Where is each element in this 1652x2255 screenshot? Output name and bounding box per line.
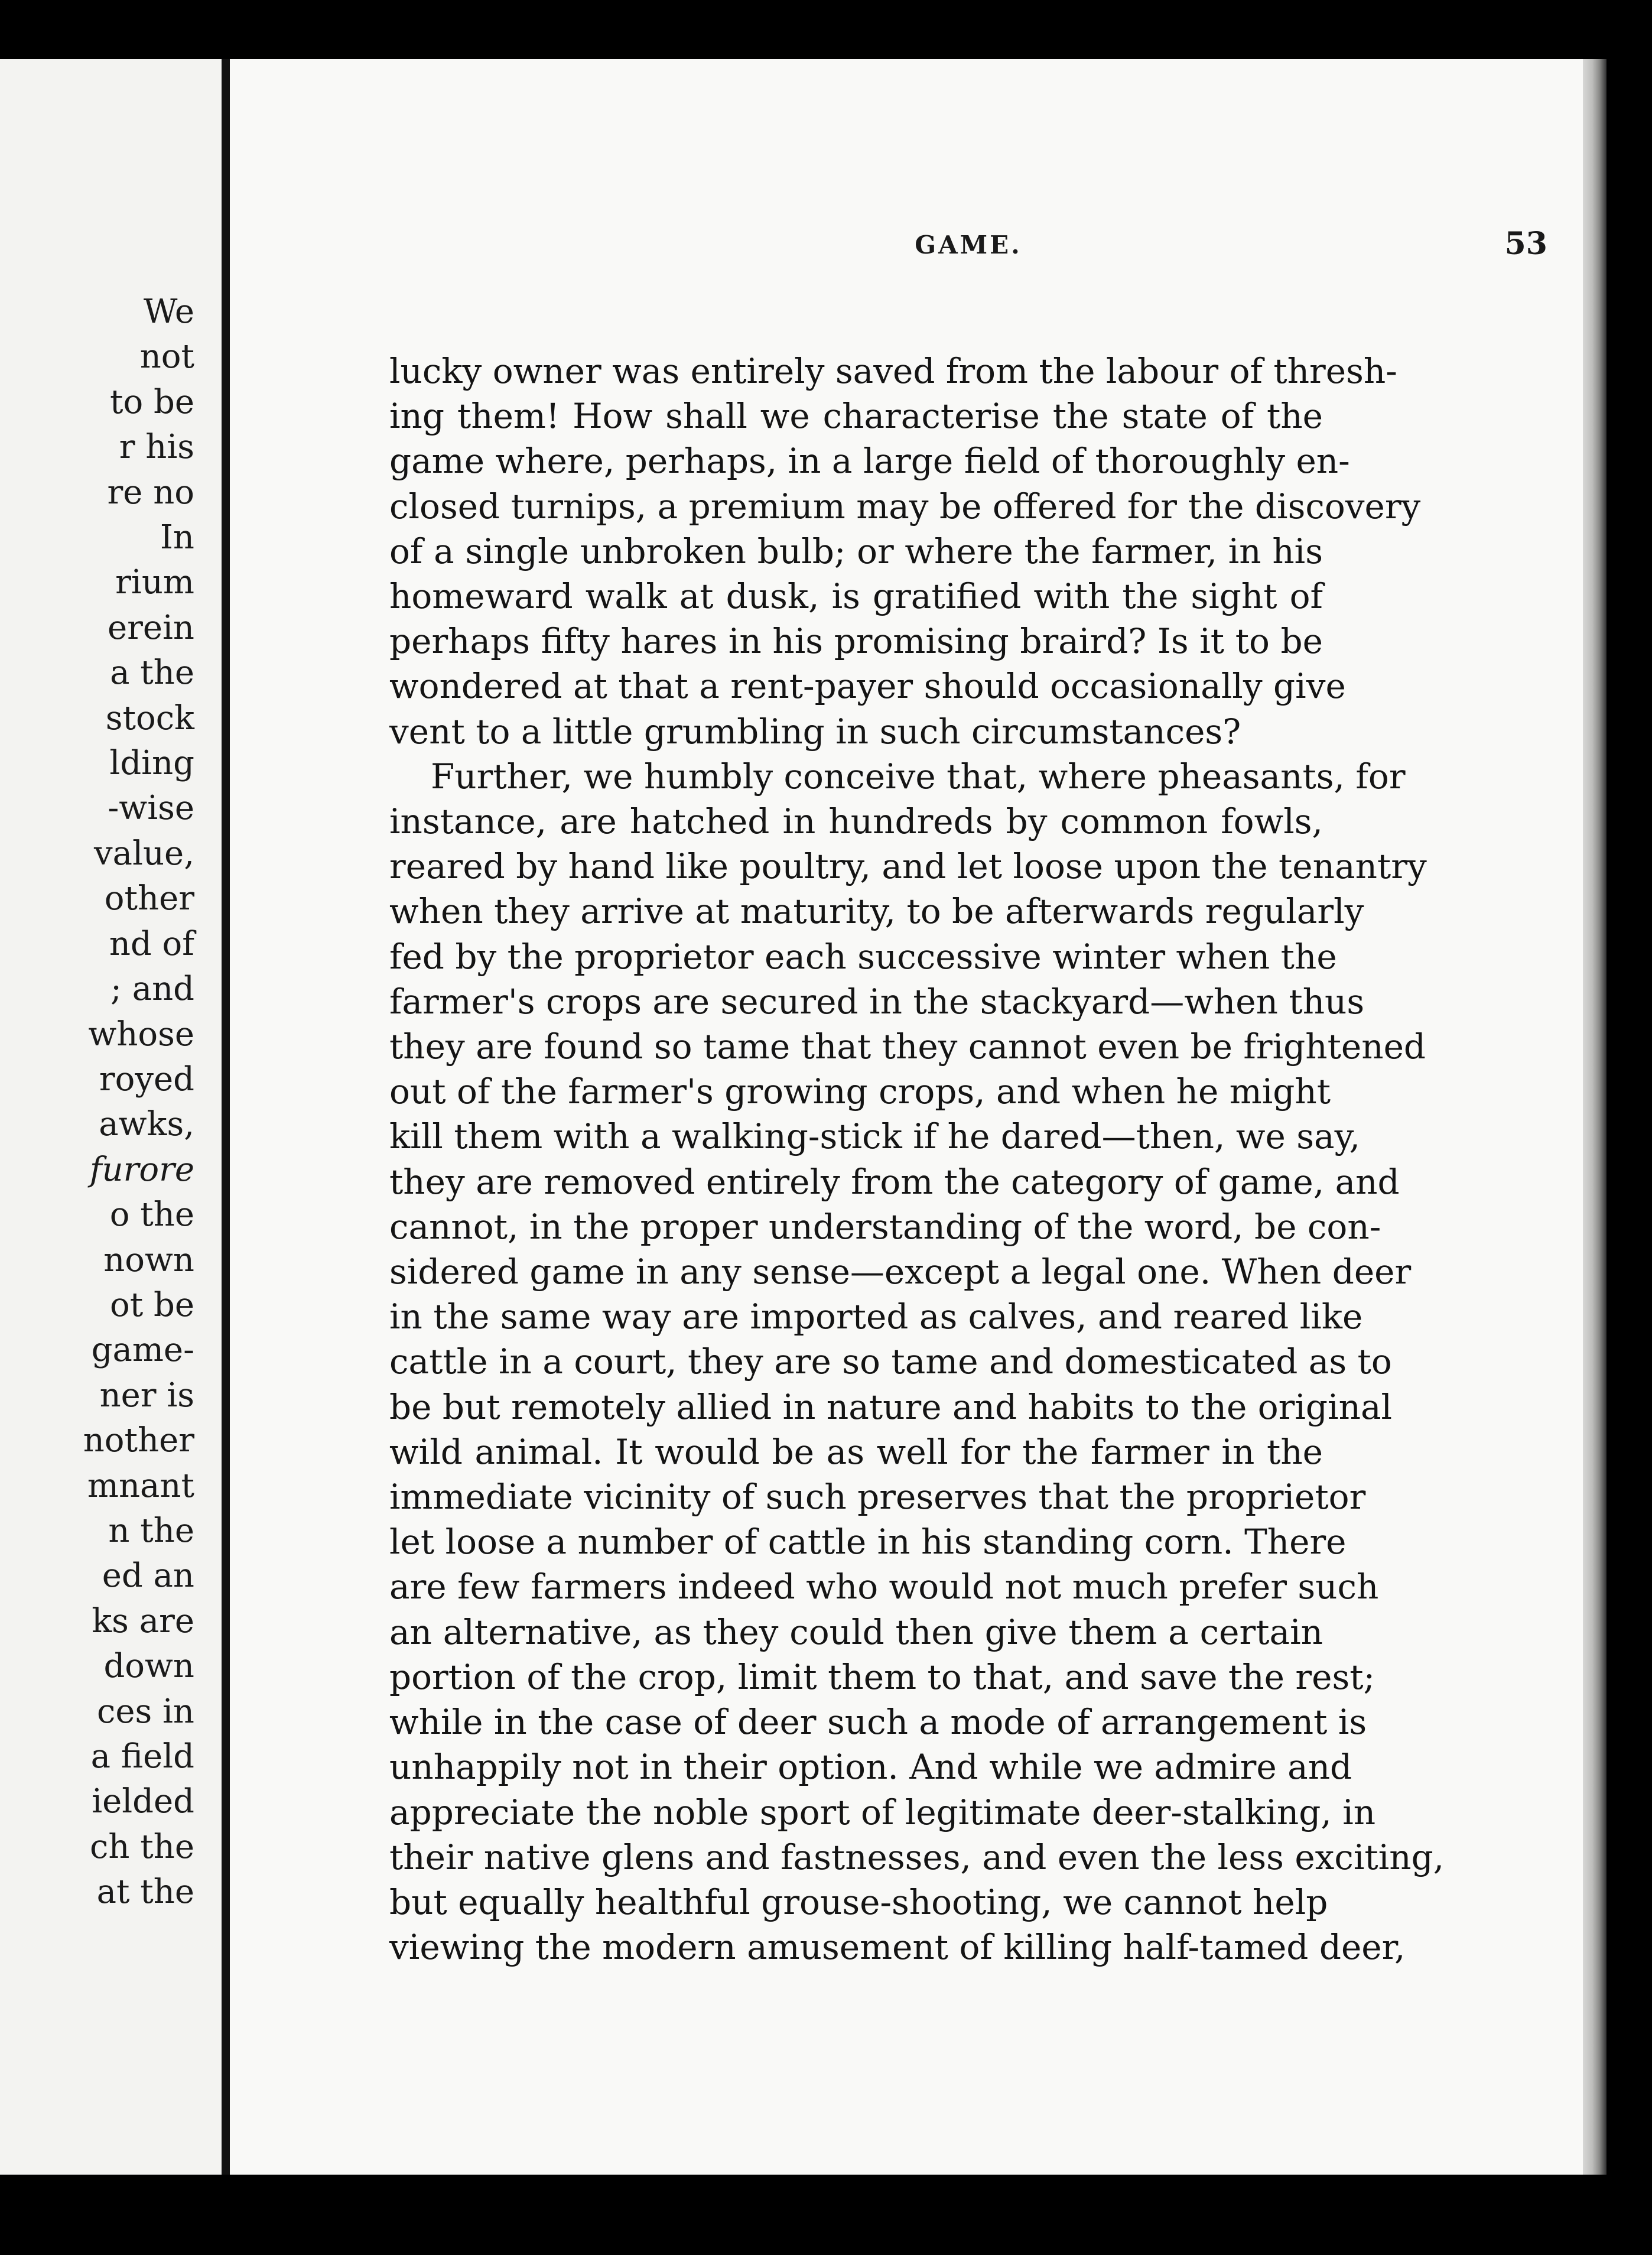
left-line: In xyxy=(160,518,194,557)
left-line: ot be xyxy=(109,1285,194,1324)
text-line: while in the case of deer such a mode of arrangement is xyxy=(389,1702,1367,1743)
left-line: ces in xyxy=(96,1692,194,1731)
left-line: re no xyxy=(107,473,194,512)
text-line: when they arrive at maturity, to be afterwards regularly xyxy=(389,891,1364,932)
left-line: a the xyxy=(110,654,194,693)
page-edge xyxy=(1583,59,1607,2175)
left-line: ielded xyxy=(92,1782,194,1821)
left-line: lding xyxy=(109,744,194,783)
left-line: stock xyxy=(105,698,194,737)
left-line: at the xyxy=(96,1873,194,1912)
right-page xyxy=(230,59,1583,2175)
page-number: 53 xyxy=(1504,226,1547,262)
text-line: they are removed entirely from the category of game, and xyxy=(389,1161,1400,1202)
text-line: out of the farmer's growing crops, and when he might xyxy=(389,1071,1331,1112)
left-line: value, xyxy=(94,834,194,873)
left-line: nd of xyxy=(109,924,194,963)
body-text xyxy=(389,349,1445,1970)
left-line: n the xyxy=(108,1511,194,1550)
left-page xyxy=(0,59,222,2175)
text-line: appreciate the noble sport of legitimate deer-stalking, in xyxy=(389,1792,1376,1832)
text-line: are few farmers indeed who would not much prefer such xyxy=(389,1567,1379,1607)
text-line: their native glens and fastnesses, and even the less exciting, xyxy=(389,1837,1445,1877)
left-line: game- xyxy=(91,1331,194,1370)
text-line: sidered game in any sense—except a legal one. When deer xyxy=(389,1252,1412,1292)
text-line: ing them! How shall we characterise the state of the xyxy=(389,396,1323,437)
left-line: ed an xyxy=(102,1557,194,1596)
left-line: ch the xyxy=(90,1827,194,1866)
text-line: wild animal. It would be as well for the farmer in the xyxy=(389,1431,1323,1472)
text-line: let loose a number of cattle in his standing corn. There xyxy=(389,1522,1347,1562)
text-line: be but remotely allied in nature and habits to the original xyxy=(389,1386,1393,1427)
left-line: royed xyxy=(99,1060,194,1099)
left-line: r his xyxy=(119,428,194,467)
left-line: a field xyxy=(90,1737,194,1776)
text-line: lucky owner was entirely saved from the labour of thresh- xyxy=(389,351,1397,391)
text-line: instance, are hatched in hundreds by common fowls, xyxy=(389,801,1323,842)
text-line: portion of the crop, limit them to that, and save the rest; xyxy=(389,1656,1375,1697)
text-line: farmer's crops are secured in the stackyard—when thus xyxy=(389,981,1365,1022)
left-line: ; and xyxy=(110,970,194,1009)
left-line: down xyxy=(103,1647,194,1686)
text-line: perhaps fifty hares in his promising braird? Is it to be xyxy=(389,621,1323,662)
text-line: wondered at that a rent-payer should occasionally give xyxy=(389,666,1346,707)
left-line: erein xyxy=(107,608,194,647)
text-line: Further, we humbly conceive that, where pheasants, for xyxy=(431,756,1406,797)
left-line: furore xyxy=(89,1150,194,1189)
text-line: game where, perhaps, in a large field of thoroughly en- xyxy=(389,441,1350,482)
left-line: ks are xyxy=(92,1601,194,1640)
book-gutter xyxy=(222,59,230,2175)
left-line: o the xyxy=(109,1195,194,1234)
text-line: but equally healthful grouse-shooting, we cannot help xyxy=(389,1882,1328,1922)
text-line: fed by the proprietor each successive winter when the xyxy=(389,936,1337,977)
text-line: cattle in a court, they are so tame and domesticated as to xyxy=(389,1341,1392,1382)
text-line: unhappily not in their option. And while we admire and xyxy=(389,1747,1352,1788)
left-line: We xyxy=(143,293,194,331)
left-line: to be xyxy=(109,382,194,421)
text-line: they are found so tame that they cannot even be frightened xyxy=(389,1026,1426,1067)
text-line: closed turnips, a premium may be offered for the discovery xyxy=(389,486,1421,527)
left-line: ner is xyxy=(99,1376,194,1415)
left-line: awks, xyxy=(99,1105,194,1144)
left-line: not xyxy=(139,337,194,376)
left-line: -wise xyxy=(108,789,194,828)
left-line: whose xyxy=(88,1015,194,1054)
text-line: kill them with a walking-stick if he dared—then, we say, xyxy=(389,1116,1361,1157)
text-line: viewing the modern amusement of killing half-tamed deer, xyxy=(389,1927,1406,1968)
text-line: reared by hand like poultry, and let loose upon the tenantry xyxy=(389,846,1427,887)
running-title: GAME. xyxy=(915,230,1022,259)
left-line: other xyxy=(104,879,194,918)
left-line: nother xyxy=(83,1421,194,1460)
page-header xyxy=(389,219,1547,266)
text-line: immediate vicinity of such preserves that the proprietor xyxy=(389,1477,1366,1518)
left-page-text-column xyxy=(83,290,194,1915)
text-line: vent to a little grumbling in such circumstances? xyxy=(389,711,1241,752)
left-line: rium xyxy=(115,563,194,602)
left-line: nown xyxy=(103,1240,194,1279)
text-line: of a single unbroken bulb; or where the farmer, in his xyxy=(389,531,1323,571)
text-line: an alternative, as they could then give them a certain xyxy=(389,1611,1323,1652)
text-line: cannot, in the proper understanding of the word, be con- xyxy=(389,1206,1381,1247)
left-line: mnant xyxy=(87,1466,194,1505)
text-line: in the same way are imported as calves, and reared like xyxy=(389,1297,1363,1337)
text-line: homeward walk at dusk, is gratified with the sight of xyxy=(389,576,1323,617)
